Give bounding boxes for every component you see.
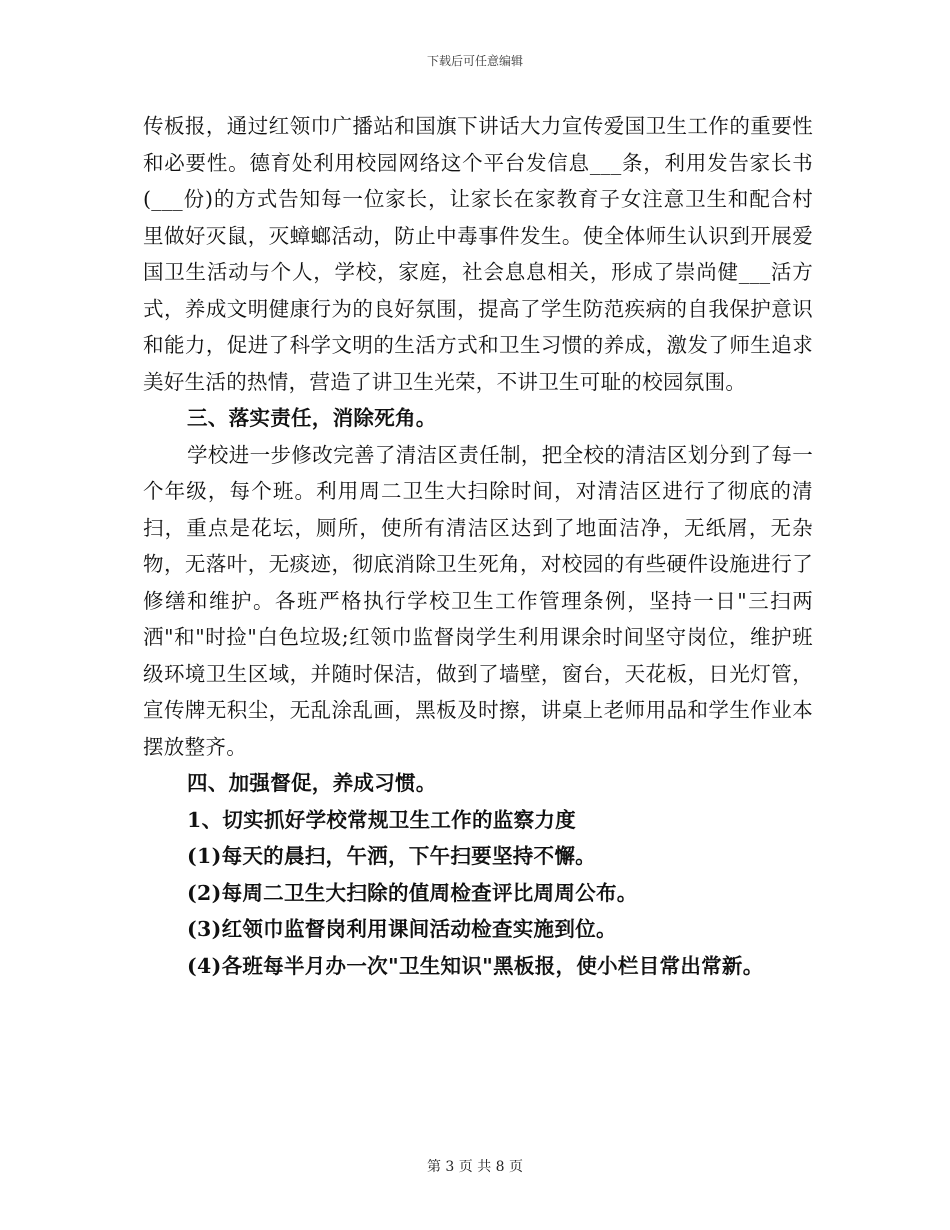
list-item: (1)每天的晨扫，午洒，下午扫要坚持不懈。 — [187, 844, 596, 868]
continued-paragraph: 传板报，通过红领巾广播站和国旗下讲话大力宣传爱国卫生工作的重要性和必要性。德育处利用校园网络这个平台发信息___条，利用发告家长书(___份)的方式告知每一位家长，让家长在家教育子女注意卫生和配合村里做好灭鼠，灭蟑螂活动，防止中毒事件发生。使全体师生认识到开展爱国卫生活动与个人，学校，家庭，社会息息相关，形成了崇尚健___活方式，养成文明健康行为的良好氛围，提高了学生防范疾病的自我保护意识和能力，促进了科学文明的生活方式和卫生习惯的养成，激发了师生追求美好生活的热情，营造了讲卫生光荣，不讲卫生可耻的校园氛围。 — [143, 114, 813, 394]
section-paragraph-3: 学校进一步修改完善了清洁区责任制，把全校的清洁区划分到了每一个年级，每个班。利用周二卫生大扫除时间，对清洁区进行了彻底的清扫，重点是花坛，厕所，使所有清洁区达到了地面洁净，无纸屑，无杂物，无落叶，无痰迹，彻底消除卫生死角，对校园的有些硬件设施进行了修缮和维护。各班严格执行学校卫生工作管理条例，坚持一日"三扫两洒"和"时捡"白色垃圾;红领巾监督岗学生利用课余时间坚守岗位，维护班级环境卫生区域，并随时保洁，做到了墙壁，窗台，天花板，日光灯管，宣传牌无积尘，无乱涂乱画，黑板及时擦，讲桌上老师用品和学生作业本摆放整齐。 — [143, 442, 813, 759]
page-header: 下载后可任意编辑 — [426, 54, 523, 68]
section-heading-3: 三、落实责任，消除死角。 — [187, 406, 437, 430]
list-item: (4)各班每半月办一次"卫生知识"黑板报，使小栏目常出常新。 — [187, 953, 764, 978]
list-item: (2)每周二卫生大扫除的值周检查评比周周公布。 — [187, 880, 638, 905]
page-number: 第 3 页 共 8 页 — [426, 1159, 524, 1175]
section-heading-4: 四、加强督促，养成习惯。 — [187, 771, 437, 795]
subsection-heading-1: 1、切实抓好学校常规卫生工作的监察力度 — [187, 807, 576, 832]
document-body — [143, 108, 813, 984]
list-item: (3)红领巾监督岗利用课间活动检查实施到位。 — [187, 917, 617, 941]
